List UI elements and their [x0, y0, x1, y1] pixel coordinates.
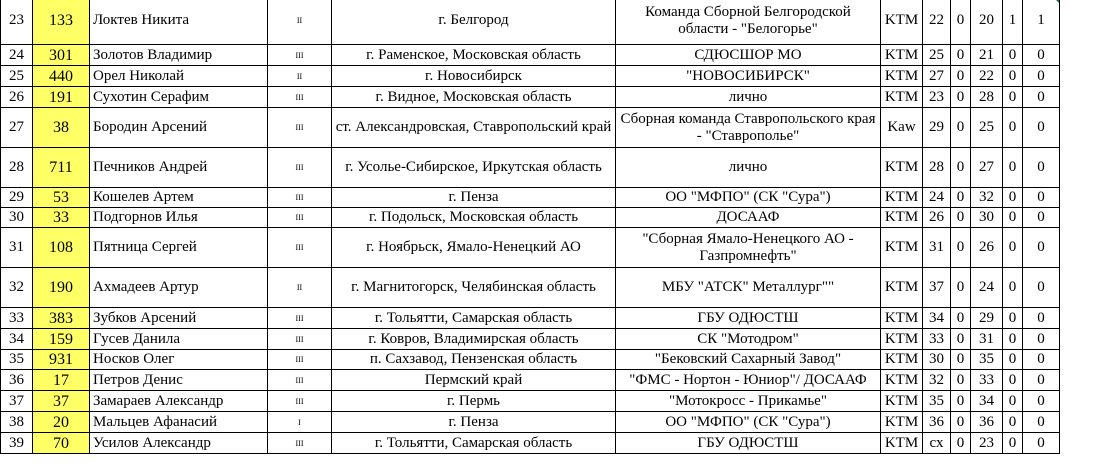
- cell-race2[interactable]: 26: [971, 228, 1003, 268]
- cell-race2[interactable]: 32: [971, 188, 1003, 208]
- cell-position[interactable]: 36: [1, 370, 33, 391]
- cell-position[interactable]: 33: [1, 308, 33, 329]
- cell-sport-rank[interactable]: II: [268, 0, 332, 45]
- cell-bib-number[interactable]: 190: [33, 268, 90, 308]
- cell-bib-number[interactable]: 20: [33, 412, 90, 433]
- cell-pts1[interactable]: 0: [951, 370, 971, 391]
- cell-total[interactable]: 0: [1023, 188, 1060, 208]
- cell-city[interactable]: г. Пермь: [332, 391, 616, 412]
- cell-position[interactable]: 23: [1, 0, 33, 45]
- cell-rider-name[interactable]: Петров Денис: [90, 370, 268, 391]
- cell-pts1[interactable]: 0: [951, 0, 971, 45]
- cell-rider-name[interactable]: Кошелев Артем: [90, 188, 268, 208]
- cell-race1[interactable]: 27: [923, 66, 951, 87]
- cell-motorcycle[interactable]: KTM: [881, 66, 923, 87]
- cell-pts2[interactable]: 0: [1003, 208, 1023, 228]
- cell-pts2[interactable]: 0: [1003, 66, 1023, 87]
- cell-position[interactable]: 31: [1, 228, 33, 268]
- cell-race2[interactable]: 33: [971, 370, 1003, 391]
- cell-pts1[interactable]: 0: [951, 391, 971, 412]
- cell-sport-rank[interactable]: III: [268, 188, 332, 208]
- cell-position[interactable]: 32: [1, 268, 33, 308]
- cell-race1[interactable]: 26: [923, 208, 951, 228]
- cell-city[interactable]: г. Новосибирск: [332, 66, 616, 87]
- cell-total[interactable]: 0: [1023, 66, 1060, 87]
- cell-team[interactable]: "Сборная Ямало-Ненецкого АО - Газпромнефть": [616, 228, 881, 268]
- cell-total[interactable]: 0: [1023, 45, 1060, 66]
- cell-position[interactable]: 24: [1, 45, 33, 66]
- cell-sport-rank[interactable]: III: [268, 329, 332, 350]
- cell-team[interactable]: "Мотокросс - Прикамье": [616, 391, 881, 412]
- cell-team[interactable]: Команда Сборной Белгородской области - "Белогорье": [616, 0, 881, 45]
- cell-motorcycle[interactable]: KTM: [881, 329, 923, 350]
- cell-team[interactable]: Сборная команда Ставропольского края - "Ставрополье": [616, 108, 881, 148]
- cell-pts2[interactable]: 0: [1003, 188, 1023, 208]
- cell-bib-number[interactable]: 191: [33, 87, 90, 108]
- cell-rider-name[interactable]: Орел Николай: [90, 66, 268, 87]
- cell-sport-rank[interactable]: III: [268, 87, 332, 108]
- cell-total[interactable]: 0: [1023, 148, 1060, 188]
- table-row: [1, 87, 1060, 108]
- cell-motorcycle[interactable]: KTM: [881, 370, 923, 391]
- cell-city[interactable]: п. Сахзавод, Пензенская область: [332, 350, 616, 370]
- cell-city[interactable]: г. Раменское, Московская область: [332, 45, 616, 66]
- cell-team[interactable]: ОО "МФПО" (СК "Сура"): [616, 188, 881, 208]
- cell-bib-number[interactable]: 159: [33, 329, 90, 350]
- cell-pts1[interactable]: 0: [951, 87, 971, 108]
- cell-rider-name[interactable]: Замараев Александр: [90, 391, 268, 412]
- table-row: [1, 108, 1060, 148]
- cell-motorcycle[interactable]: KTM: [881, 228, 923, 268]
- cell-race2[interactable]: 25: [971, 108, 1003, 148]
- cell-motorcycle[interactable]: KTM: [881, 87, 923, 108]
- cell-race1[interactable]: 29: [923, 108, 951, 148]
- cell-total[interactable]: 0: [1023, 412, 1060, 433]
- cell-rider-name[interactable]: Подгорнов Илья: [90, 208, 268, 228]
- cell-pts1[interactable]: 0: [951, 433, 971, 454]
- cell-city[interactable]: г. Тольятти, Самарская область: [332, 308, 616, 329]
- cell-total[interactable]: 0: [1023, 329, 1060, 350]
- cell-team[interactable]: ДОСААФ: [616, 208, 881, 228]
- cell-sport-rank[interactable]: III: [268, 391, 332, 412]
- cell-pts2[interactable]: 0: [1003, 350, 1023, 370]
- cell-race1[interactable]: 25: [923, 45, 951, 66]
- cell-city[interactable]: г. Ноябрьск, Ямало-Ненецкий АО: [332, 228, 616, 268]
- cell-rider-name[interactable]: Мальцев Афанасий: [90, 412, 268, 433]
- cell-bib-number[interactable]: 37: [33, 391, 90, 412]
- cell-motorcycle[interactable]: KTM: [881, 391, 923, 412]
- table-row: [1, 148, 1060, 188]
- cell-motorcycle[interactable]: KTM: [881, 268, 923, 308]
- cell-position[interactable]: 30: [1, 208, 33, 228]
- cell-pts1[interactable]: 0: [951, 308, 971, 329]
- cell-race2[interactable]: 21: [971, 45, 1003, 66]
- cell-city[interactable]: Пермский край: [332, 370, 616, 391]
- cell-pts1[interactable]: 0: [951, 329, 971, 350]
- cell-position[interactable]: 39: [1, 433, 33, 454]
- cell-race2[interactable]: 36: [971, 412, 1003, 433]
- cell-team[interactable]: лично: [616, 87, 881, 108]
- cell-pts1[interactable]: 0: [951, 188, 971, 208]
- cell-total[interactable]: 0: [1023, 391, 1060, 412]
- table-row: [1, 350, 1060, 370]
- cell-pts2[interactable]: 0: [1003, 87, 1023, 108]
- cell-rider-name[interactable]: Бородин Арсений: [90, 108, 268, 148]
- cell-team[interactable]: СК "Мотодром": [616, 329, 881, 350]
- cell-pts2[interactable]: 1: [1003, 0, 1023, 45]
- cell-race2[interactable]: 24: [971, 268, 1003, 308]
- cell-rider-name[interactable]: Носков Олег: [90, 350, 268, 370]
- cell-race1[interactable]: 36: [923, 412, 951, 433]
- cell-pts1[interactable]: 0: [951, 66, 971, 87]
- cell-team[interactable]: СДЮСШОР МО: [616, 45, 881, 66]
- cell-sport-rank[interactable]: III: [268, 228, 332, 268]
- cell-sport-rank[interactable]: III: [268, 45, 332, 66]
- cell-bib-number[interactable]: 301: [33, 45, 90, 66]
- cell-bib-number[interactable]: 108: [33, 228, 90, 268]
- cell-sport-rank[interactable]: III: [268, 350, 332, 370]
- cell-position[interactable]: 34: [1, 329, 33, 350]
- cell-rider-name[interactable]: Печников Андрей: [90, 148, 268, 188]
- cell-race2[interactable]: 34: [971, 391, 1003, 412]
- cell-total[interactable]: 0: [1023, 208, 1060, 228]
- cell-race2[interactable]: 29: [971, 308, 1003, 329]
- cell-race2[interactable]: 20: [971, 0, 1003, 45]
- cell-sport-rank[interactable]: III: [268, 433, 332, 454]
- cell-position[interactable]: 28: [1, 148, 33, 188]
- cell-sport-rank[interactable]: III: [268, 308, 332, 329]
- cell-pts2[interactable]: 0: [1003, 412, 1023, 433]
- cell-city[interactable]: г. Пенза: [332, 412, 616, 433]
- cell-motorcycle[interactable]: KTM: [881, 45, 923, 66]
- cell-pts1[interactable]: 0: [951, 108, 971, 148]
- cell-race2[interactable]: 31: [971, 329, 1003, 350]
- cell-motorcycle[interactable]: KTM: [881, 412, 923, 433]
- cell-position[interactable]: 29: [1, 188, 33, 208]
- table-row: [1, 268, 1060, 308]
- cell-rider-name[interactable]: Сухотин Серафим: [90, 87, 268, 108]
- cell-sport-rank[interactable]: I: [268, 412, 332, 433]
- cell-race1[interactable]: 22: [923, 0, 951, 45]
- cell-pts1[interactable]: 0: [951, 350, 971, 370]
- cell-pts1[interactable]: 0: [951, 148, 971, 188]
- cell-total[interactable]: 0: [1023, 308, 1060, 329]
- table-row: [1, 391, 1060, 412]
- table-row: [1, 308, 1060, 329]
- cell-bib-number[interactable]: 133: [33, 0, 90, 45]
- cell-pts2[interactable]: 0: [1003, 433, 1023, 454]
- cell-sport-rank[interactable]: II: [268, 268, 332, 308]
- cell-pts2[interactable]: 0: [1003, 148, 1023, 188]
- cell-motorcycle[interactable]: KTM: [881, 308, 923, 329]
- cell-pts2[interactable]: 0: [1003, 108, 1023, 148]
- cell-sport-rank[interactable]: II: [268, 66, 332, 87]
- cell-sport-rank[interactable]: III: [268, 148, 332, 188]
- cell-team[interactable]: "Бековский Сахарный Завод": [616, 350, 881, 370]
- cell-team[interactable]: "ФМС - Нортон - Юниор"/ ДОСААФ: [616, 370, 881, 391]
- table-row: [1, 208, 1060, 228]
- cell-sport-rank[interactable]: III: [268, 108, 332, 148]
- cell-city[interactable]: г. Белгород: [332, 0, 616, 45]
- cell-total[interactable]: 0: [1023, 268, 1060, 308]
- cell-race1[interactable]: 24: [923, 188, 951, 208]
- cell-race2[interactable]: 27: [971, 148, 1003, 188]
- cell-bib-number[interactable]: 383: [33, 308, 90, 329]
- error-indicator-icon: [1053, 0, 1059, 3]
- cell-position[interactable]: 35: [1, 350, 33, 370]
- cell-total[interactable]: 0: [1023, 370, 1060, 391]
- cell-motorcycle[interactable]: Kaw: [881, 108, 923, 148]
- cell-rider-name[interactable]: Ахмадеев Артур: [90, 268, 268, 308]
- cell-position[interactable]: 25: [1, 66, 33, 87]
- cell-bib-number[interactable]: 711: [33, 148, 90, 188]
- cell-city[interactable]: г. Магнитогорск, Челябинская область: [332, 268, 616, 308]
- cell-total[interactable]: 0: [1023, 228, 1060, 268]
- cell-team[interactable]: МБУ "АТСК" Металлург"": [616, 268, 881, 308]
- cell-race1[interactable]: 32: [923, 370, 951, 391]
- cell-bib-number[interactable]: 70: [33, 433, 90, 454]
- cell-race1[interactable]: 30: [923, 350, 951, 370]
- cell-pts1[interactable]: 0: [951, 412, 971, 433]
- cell-race1[interactable]: 34: [923, 308, 951, 329]
- cell-race2[interactable]: 30: [971, 208, 1003, 228]
- cell-race1[interactable]: 35: [923, 391, 951, 412]
- table-row: [1, 228, 1060, 268]
- table-row: [1, 370, 1060, 391]
- cell-bib-number[interactable]: 33: [33, 208, 90, 228]
- cell-sport-rank[interactable]: III: [268, 208, 332, 228]
- cell-rider-name[interactable]: Золотов Владимир: [90, 45, 268, 66]
- cell-position[interactable]: 37: [1, 391, 33, 412]
- cell-total[interactable]: 1: [1023, 0, 1060, 45]
- table-row: [1, 412, 1060, 433]
- cell-race2[interactable]: 28: [971, 87, 1003, 108]
- cell-motorcycle[interactable]: KTM: [881, 208, 923, 228]
- cell-motorcycle[interactable]: KTM: [881, 148, 923, 188]
- cell-race1[interactable]: сх: [923, 433, 951, 454]
- cell-team[interactable]: ОО "МФПО" (СК "Сура"): [616, 412, 881, 433]
- cell-rider-name[interactable]: Пятница Сергей: [90, 228, 268, 268]
- cell-pts1[interactable]: 0: [951, 268, 971, 308]
- cell-city[interactable]: ст. Александровская, Ставропольский край: [332, 108, 616, 148]
- cell-race1[interactable]: 28: [923, 148, 951, 188]
- cell-position[interactable]: 26: [1, 87, 33, 108]
- cell-total[interactable]: 0: [1023, 87, 1060, 108]
- cell-rider-name[interactable]: Локтев Никита: [90, 0, 268, 45]
- table-row: [1, 45, 1060, 66]
- cell-bib-number[interactable]: 38: [33, 108, 90, 148]
- cell-motorcycle[interactable]: KTM: [881, 433, 923, 454]
- cell-total[interactable]: 0: [1023, 433, 1060, 454]
- cell-pts2[interactable]: 0: [1003, 228, 1023, 268]
- cell-pts1[interactable]: 0: [951, 208, 971, 228]
- cell-city[interactable]: г. Усолье-Сибирское, Иркутская область: [332, 148, 616, 188]
- cell-pts2[interactable]: 0: [1003, 391, 1023, 412]
- cell-motorcycle[interactable]: KTM: [881, 0, 923, 45]
- cell-sport-rank[interactable]: III: [268, 370, 332, 391]
- cell-city[interactable]: г. Ковров, Владимирская область: [332, 329, 616, 350]
- cell-pts2[interactable]: 0: [1003, 329, 1023, 350]
- cell-pts2[interactable]: 0: [1003, 45, 1023, 66]
- cell-race2[interactable]: 23: [971, 433, 1003, 454]
- table-row: [1, 433, 1060, 454]
- cell-rider-name[interactable]: Зубков Арсений: [90, 308, 268, 329]
- table-row: [1, 66, 1060, 87]
- cell-race1[interactable]: 31: [923, 228, 951, 268]
- cell-race2[interactable]: 35: [971, 350, 1003, 370]
- cell-city[interactable]: г. Подольск, Московская область: [332, 208, 616, 228]
- cell-rider-name[interactable]: Усилов Александр: [90, 433, 268, 454]
- cell-race1[interactable]: 23: [923, 87, 951, 108]
- cell-motorcycle[interactable]: KTM: [881, 350, 923, 370]
- cell-bib-number[interactable]: 440: [33, 66, 90, 87]
- cell-pts1[interactable]: 0: [951, 228, 971, 268]
- cell-city[interactable]: г. Тольятти, Самарская область: [332, 433, 616, 454]
- table-row: [1, 188, 1060, 208]
- cell-race2[interactable]: 22: [971, 66, 1003, 87]
- cell-bib-number[interactable]: 931: [33, 350, 90, 370]
- cell-city[interactable]: г. Видное, Московская область: [332, 87, 616, 108]
- cell-team[interactable]: ГБУ ОДЮСТШ: [616, 433, 881, 454]
- cell-pts1[interactable]: 0: [951, 45, 971, 66]
- cell-pts2[interactable]: 0: [1003, 370, 1023, 391]
- cell-total[interactable]: 0: [1023, 350, 1060, 370]
- cell-total[interactable]: 0: [1023, 108, 1060, 148]
- cell-team[interactable]: "НОВОСИБИРСК": [616, 66, 881, 87]
- cell-motorcycle[interactable]: KTM: [881, 188, 923, 208]
- cell-pts2[interactable]: 0: [1003, 268, 1023, 308]
- table-row: [1, 329, 1060, 350]
- cell-race1[interactable]: 33: [923, 329, 951, 350]
- table-row: [1, 0, 1060, 45]
- cell-team[interactable]: лично: [616, 148, 881, 188]
- cell-position[interactable]: 27: [1, 108, 33, 148]
- cell-bib-number[interactable]: 17: [33, 370, 90, 391]
- cell-rider-name[interactable]: Гусев Данила: [90, 329, 268, 350]
- cell-bib-number[interactable]: 53: [33, 188, 90, 208]
- cell-race1[interactable]: 37: [923, 268, 951, 308]
- cell-pts2[interactable]: 0: [1003, 308, 1023, 329]
- cell-position[interactable]: 38: [1, 412, 33, 433]
- cell-team[interactable]: ГБУ ОДЮСТШ: [616, 308, 881, 329]
- cell-city[interactable]: г. Пенза: [332, 188, 616, 208]
